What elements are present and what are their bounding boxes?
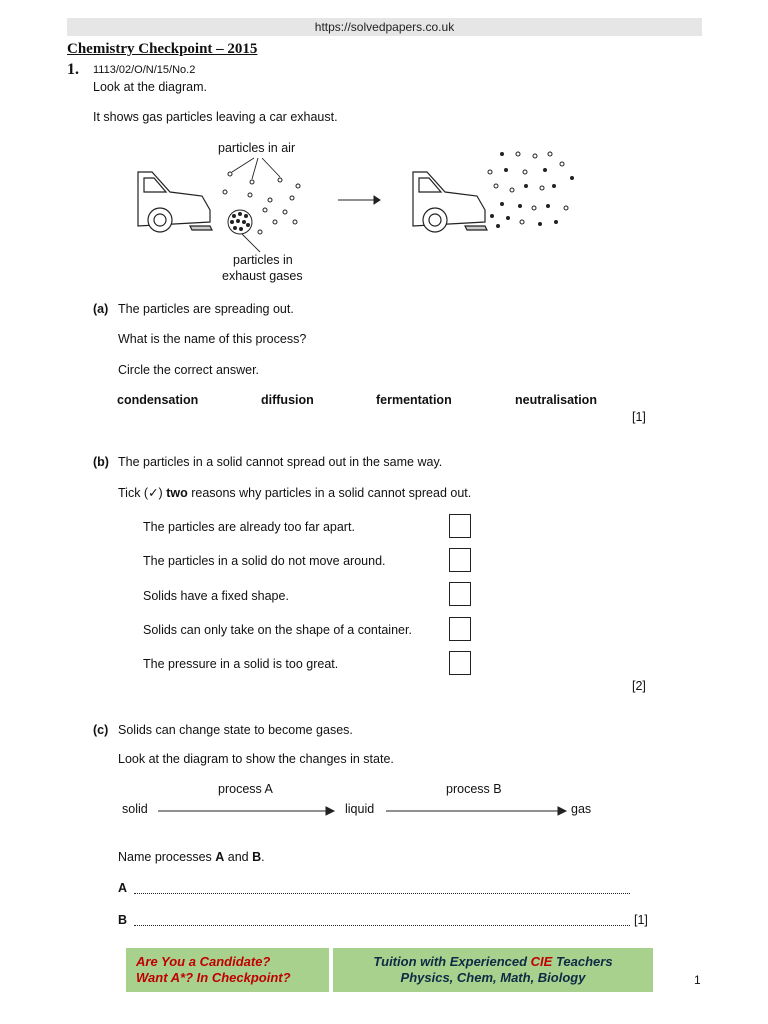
answer-line-b[interactable] <box>134 925 630 926</box>
part-b-label: (b) <box>93 455 109 469</box>
source-url-bar <box>67 18 702 36</box>
pointer-lines <box>232 158 280 252</box>
page-title: Chemistry Checkpoint – 2015 <box>67 41 258 57</box>
answer-option[interactable]: fermentation <box>376 393 452 407</box>
mixed-particles-right <box>488 152 574 228</box>
statement-text: The particles in a solid do not move around. <box>143 554 386 568</box>
car-exhaust-diagram <box>130 150 590 260</box>
state-liquid: liquid <box>345 802 375 816</box>
exhaust-particle-cluster <box>228 210 252 234</box>
question-code: 1113/02/O/N/15/No.2 <box>93 64 196 76</box>
transition-arrow <box>338 196 380 204</box>
banner-candidate[interactable] <box>126 948 329 992</box>
car-left-drawing <box>138 172 212 232</box>
state-solid: solid <box>122 802 148 816</box>
statement-text: The particles are already too far apart. <box>143 520 355 534</box>
process-a-label: process A <box>218 782 273 796</box>
part-a-text-3: Circle the correct answer. <box>118 363 260 377</box>
question-number: 1. <box>67 61 79 78</box>
tick-box[interactable] <box>449 514 471 538</box>
part-a-label: (a) <box>93 302 109 316</box>
tick-suffix: reasons why particles in a solid cannot spread out. <box>187 486 472 500</box>
intro-text-2: It shows gas particles leaving a car exhaust. <box>93 110 338 124</box>
intro-text-1: Look at the diagram. <box>93 80 207 94</box>
page-number: 1 <box>694 973 701 987</box>
state-gas: gas <box>571 802 592 816</box>
answer-option[interactable]: condensation <box>117 393 199 407</box>
tick-box[interactable] <box>449 548 471 572</box>
source-url: https://solvedpapers.co.uk <box>314 20 455 34</box>
marks-a: [1] <box>632 410 646 424</box>
part-c-label: (c) <box>93 723 109 737</box>
label-exhaust-line1: particles in <box>233 253 293 267</box>
banner-left-line1: Are You a Candidate? <box>136 954 271 969</box>
banner-tuition[interactable] <box>333 948 653 992</box>
part-c-question: Name processes A and B. <box>118 850 265 864</box>
answer-a-label: A <box>118 881 128 895</box>
statement-text: The pressure in a solid is too great. <box>143 657 339 671</box>
tick-box[interactable] <box>449 617 471 641</box>
part-b-text-1: The particles in a solid cannot spread out in the same way. <box>118 455 443 469</box>
tick-prefix: Tick (✓) <box>118 486 167 500</box>
statement-text: Solids have a fixed shape. <box>143 589 289 603</box>
answer-b-label: B <box>118 913 128 927</box>
tick-box[interactable] <box>449 582 471 606</box>
answer-option[interactable]: neutralisation <box>515 393 597 407</box>
car-right-drawing <box>413 172 487 232</box>
banner-right-line1: Tuition with Experienced CIE Teachers <box>373 954 613 969</box>
part-a-text-1: The particles are spreading out. <box>118 302 294 316</box>
part-c-text-2: Look at the diagram to show the changes in state. <box>118 752 394 766</box>
tick-box[interactable] <box>449 651 471 675</box>
statement-text: Solids can only take on the shape of a container. <box>143 623 412 637</box>
banner-right-line2: Physics, Chem, Math, Biology <box>400 970 586 985</box>
tick-bold: two <box>166 486 188 500</box>
state-change-arrows <box>150 804 570 818</box>
label-particles-in-air: particles in air <box>218 141 296 155</box>
process-b-label: process B <box>446 782 502 796</box>
marks-b: [2] <box>632 679 646 693</box>
air-particles-left <box>223 172 300 234</box>
part-b-instruction <box>118 485 471 500</box>
label-exhaust-line2: exhaust gases <box>222 269 303 283</box>
marks-c: [1] <box>634 913 648 927</box>
answer-line-a[interactable] <box>134 893 630 894</box>
part-a-text-2: What is the name of this process? <box>118 332 307 346</box>
answer-option[interactable]: diffusion <box>261 393 314 407</box>
part-c-text-1: Solids can change state to become gases. <box>118 723 353 737</box>
banner-left-line2: Want A*? In Checkpoint? <box>136 970 291 985</box>
